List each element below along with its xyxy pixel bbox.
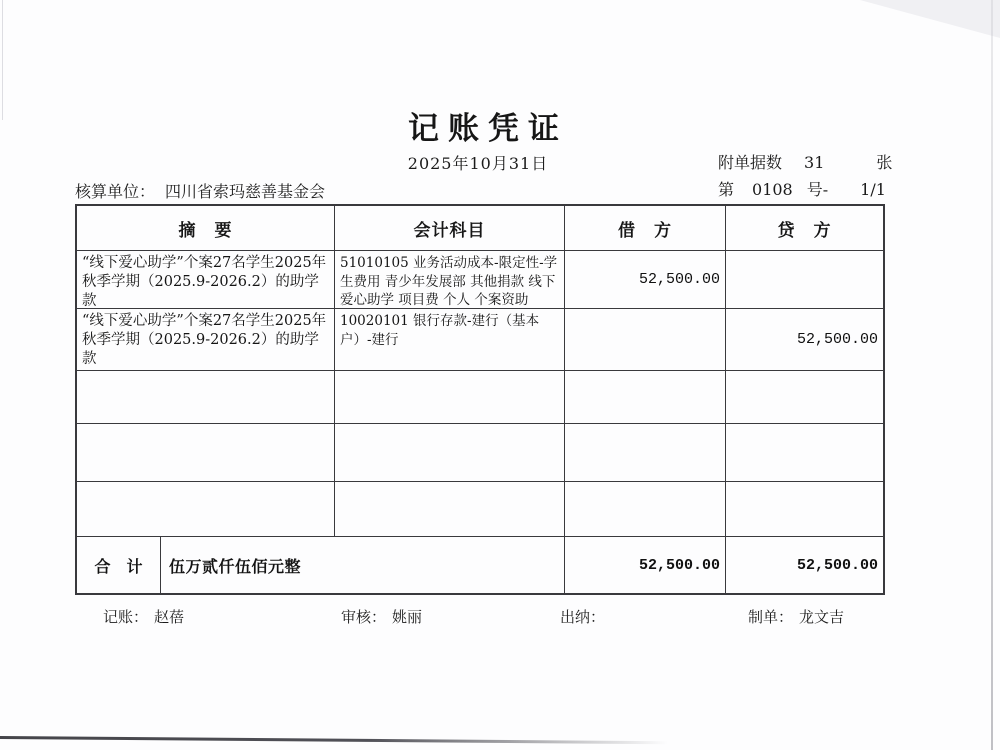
cashier-signature [560, 606, 611, 627]
table-total-row [77, 536, 883, 593]
voucher-number-line [718, 177, 886, 200]
accounting-unit-line [75, 179, 325, 202]
reviewer-signature [341, 606, 422, 627]
total-label: 合 计 [94, 556, 143, 576]
row-credit-amount [725, 424, 883, 481]
voucher-date: 2025年10月31日 [407, 154, 549, 173]
row-debit-amount [564, 371, 725, 423]
table-row [77, 481, 883, 536]
reviewer-label: 审核： [341, 608, 387, 626]
row-credit-amount [725, 482, 883, 536]
header-summary: 摘 要 [178, 220, 233, 241]
table-row [77, 423, 883, 481]
preparer-signature [748, 606, 844, 627]
row-account: 10020101 银行存款-建行（基本户）-建行 [334, 309, 564, 370]
table-header-row [77, 206, 883, 250]
header-debit: 借 方 [564, 206, 725, 250]
scan-corner-shadow [860, 0, 1000, 38]
bookkeeper-signature [103, 606, 184, 627]
table-row [77, 370, 883, 423]
voucher-number-suffix: 号- [806, 180, 829, 199]
row-summary: “线下爱心助学”个案27名学生2025年秋季学期（2025.9-2026.2）的助学款 [82, 255, 327, 308]
total-debit-amount: 52,500.00 [564, 537, 725, 593]
preparer-name: 龙文吉 [799, 608, 845, 626]
attached-documents-count: 31 [804, 153, 825, 172]
total-amount-in-words: 伍万贰仟伍佰元整 [160, 537, 564, 593]
attached-documents-line [718, 150, 892, 173]
row-account [334, 482, 564, 536]
row-summary [77, 424, 334, 481]
header-credit: 贷 方 [725, 206, 883, 250]
cashier-label: 出纳： [560, 608, 606, 626]
header-account: 会计科目 [334, 206, 564, 250]
accounting-unit-label: 核算单位： [75, 182, 156, 201]
total-credit-amount: 52,500.00 [725, 537, 883, 593]
row-account [334, 371, 564, 423]
row-credit-amount [725, 251, 883, 308]
row-credit-amount: 52,500.00 [725, 309, 883, 370]
voucher-page-indicator: 1/1 [860, 180, 886, 199]
voucher-number-prefix: 第 [718, 180, 735, 199]
table-row [77, 308, 883, 370]
scan-page-right-edge [991, 0, 993, 750]
scan-page-bottom-edge [0, 736, 668, 744]
voucher-number-value: 0108 [752, 180, 793, 199]
row-summary [77, 482, 334, 536]
row-debit-amount [564, 482, 725, 536]
row-account [334, 424, 564, 481]
row-debit-amount [564, 309, 725, 370]
row-debit-amount: 52,500.00 [564, 251, 725, 308]
attached-documents-unit: 张 [876, 153, 893, 172]
voucher-table [75, 204, 885, 595]
reviewer-name: 姚丽 [392, 608, 423, 626]
row-account: 51010105 业务活动成本-限定性-学生费用 青少年发展部 其他捐款 线下爱心助学 项目费 个人 个案资助 [334, 251, 564, 308]
row-credit-amount [725, 371, 883, 423]
accounting-unit-value: 四川省索玛慈善基金会 [165, 182, 326, 201]
voucher-title: 记账凭证 [408, 111, 568, 147]
row-summary: “线下爱心助学”个案27名学生2025年秋季学期（2025.9-2026.2）的助学款 [82, 313, 327, 367]
bookkeeper-name: 赵蓓 [154, 608, 185, 626]
preparer-label: 制单： [748, 608, 794, 626]
row-debit-amount [564, 424, 725, 481]
bookkeeper-label: 记账： [103, 608, 149, 626]
table-row [77, 250, 883, 308]
attached-documents-label: 附单据数 [718, 153, 783, 172]
scan-page-left-edge [2, 0, 3, 120]
row-summary [77, 371, 334, 423]
